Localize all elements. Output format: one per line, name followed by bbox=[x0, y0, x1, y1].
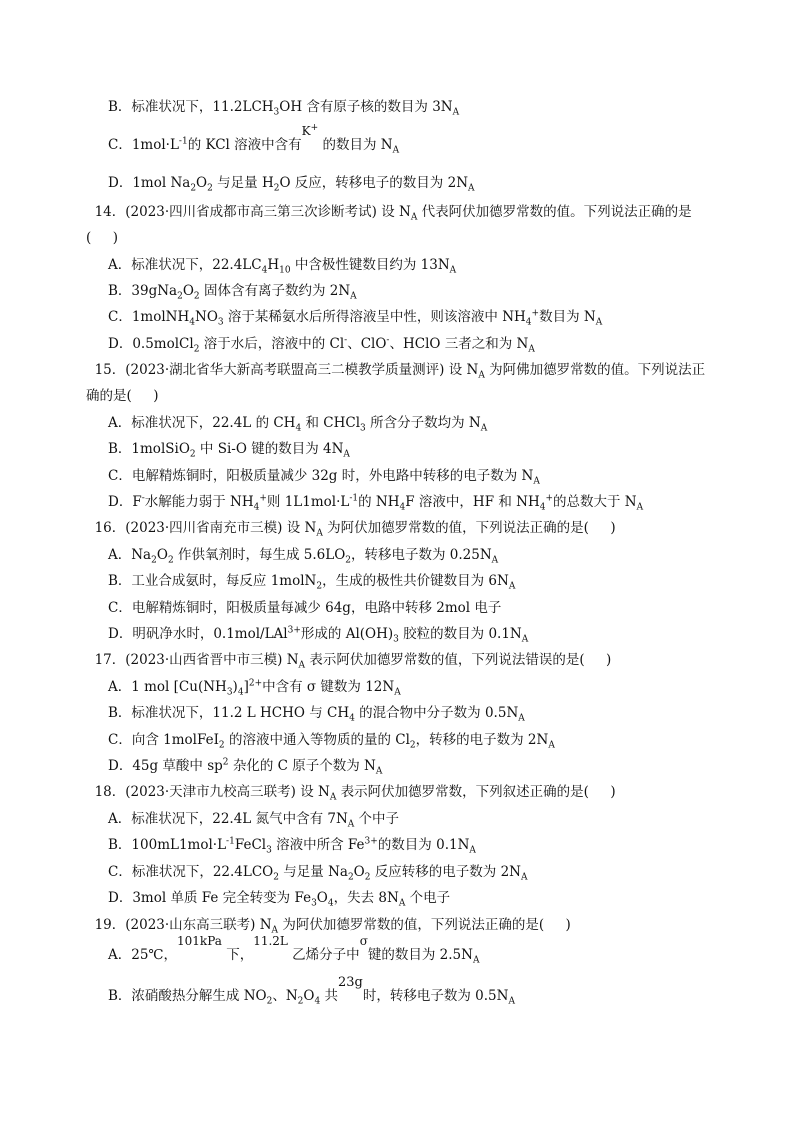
text-line: A．标准状况下，$22.4LC_4H_{10}$ 中含极性键数目约为 $13N_A$ bbox=[108, 257, 457, 276]
text-line: D．明矾净水时，0.1mol/LAl$^{3+}$形成的 $Al(OH)_3$ 胶粒的数目为 $0.1N_A$ bbox=[108, 625, 529, 645]
text-line: B．1molSiO$_2$ 中 Si-O 键的数目为 $4N_A$ bbox=[108, 441, 350, 460]
text-line: C．电解精炼铜时，阳极质量减少 32g 时，外电路中转移的电子数为 $N_A$ bbox=[108, 468, 540, 487]
text-line: B．$39gNa_2O_2$ 固体含有离子数约为 $2N_A$ bbox=[108, 283, 357, 302]
text-line: B．标准状况下，$11.2LCH_3OH$ 含有原子核的数目为 $3N_A$ bbox=[108, 99, 460, 118]
text-line: D．3mol 单质 Fe 完全转变为 $Fe_3O_4$，失去 $8N_A$ 个电子 bbox=[108, 890, 451, 909]
text-line: D．F-水解能力弱于 $NH_4^+$则 $1L1mol\cdot L^{-1}$的 $NH_4F$ 溶液中，HF 和 $NH_4^+$的总数大于 $N_A$ bbox=[108, 493, 644, 513]
text-line: A．$Na_2O_2$ 作供氧剂时，每生成 $5.6LO_2$，转移电子数为 $0.25N_A$ bbox=[108, 547, 499, 566]
text-line: A．1 mol $[Cu(NH_3)_4]^{2+}$中含有 σ 键数为 $12N_A$ bbox=[108, 678, 401, 698]
text-line: 19．(2023·山东高三联考) $N_A$ 为阿伏加德罗常数的值，下列说法正确的是( ) bbox=[86, 917, 571, 936]
text-line: D．0.5molCl$_2$ 溶于水后，溶液中的 Cl-、ClO-、HClO 三者之和为 $N_A$ bbox=[108, 335, 535, 355]
text-line: A．标准状况下，22.4L 的 $CH_4$ 和 CHCl$_3$ 所含分子数均为 $N_A$ bbox=[108, 415, 488, 434]
text-line: ( ) bbox=[86, 230, 118, 246]
text-line: 17．(2023·山西省晋中市三模) $N_A$ 表示阿伏加德罗常数的值，下列说法错误的是( ) bbox=[86, 652, 612, 671]
text-line: B．标准状况下，11.2 L HCHO 与 $CH_4$ 的混合物中分子数为 $0.5N_A$ bbox=[108, 705, 525, 724]
text-line: 14．(2023·四川省成都市高三第三次诊断考试) 设 $N_A$ 代表阿伏加德罗常数的值。下列说法正确的是 bbox=[86, 204, 692, 223]
text-line: C．$1molNH_4NO_3$ 溶于某稀氨水后所得溶液呈中性，则该溶液中 $NH_4^+$数目为 $N_A$ bbox=[108, 308, 603, 328]
text-line: B．浓硝酸热分解生成 $NO_2$、$N_2O_4$ 共23g时，转移电子数为 $0.5N_A$ bbox=[108, 975, 515, 1007]
text-line: C．电解精炼铜时，阳极质量每减少 64g，电路中转移 2mol 电子 bbox=[108, 600, 502, 616]
text-line: C．标准状况下，$22.4LCO_2$ 与足量 $Na_2O_2$ 反应转移的电子数为 $2N_A$ bbox=[108, 864, 528, 883]
text-line: C．向含 1molFeI$_2$ 的溶液中通入等物质的量的 $Cl_2$，转移的电子数为 $2N_A$ bbox=[108, 732, 555, 751]
text-line: D．1mol $Na_2O_2$ 与足量 $H_2O$ 反应，转移电子的数目为 $2N_A$ bbox=[108, 175, 475, 194]
text-line: D．45g 草酸中 $sp^2$ 杂化的 C 原子个数为 $N_A$ bbox=[108, 757, 383, 777]
text-line: A．标准状况下，22.4L 氮气中含有 $7N_A$ 个中子 bbox=[108, 811, 400, 830]
text-line: 确的是( ) bbox=[86, 388, 159, 404]
text-line: B．$100mL1mol\cdot L^{-1}FeCl_3$ 溶液中所含 $Fe^{3+}$的数目为 $0.1N_A$ bbox=[108, 836, 476, 856]
text-line: C．$1mol\cdot L^{-1}$的 KCl 溶液中含有K+ 的数目为 $N_A$ bbox=[108, 123, 400, 156]
text-line: A．25℃，101kPa 下，11.2L 乙烯分子中σ键的数目为 $2.5N_A$ bbox=[108, 934, 480, 966]
text-line: B．工业合成氨时，每反应 1molN$_2$，生成的极性共价键数目为 $6N_A$ bbox=[108, 573, 516, 592]
text-line: 16．(2023·四川省南充市三模) 设 $N_A$ 为阿伏加德罗常数的值，下列说法正确的是( ) bbox=[86, 520, 616, 539]
text-line: 18．(2023·天津市九校高三联考) 设 $N_A$ 表示阿伏加德罗常数，下列叙述正确的是( ) bbox=[86, 784, 616, 803]
text-line: 15．(2023·湖北省华大新高考联盟高三二模教学质量测评) 设 $N_A$ 为阿佛加德罗常数的值。下列说法正 bbox=[86, 362, 706, 381]
